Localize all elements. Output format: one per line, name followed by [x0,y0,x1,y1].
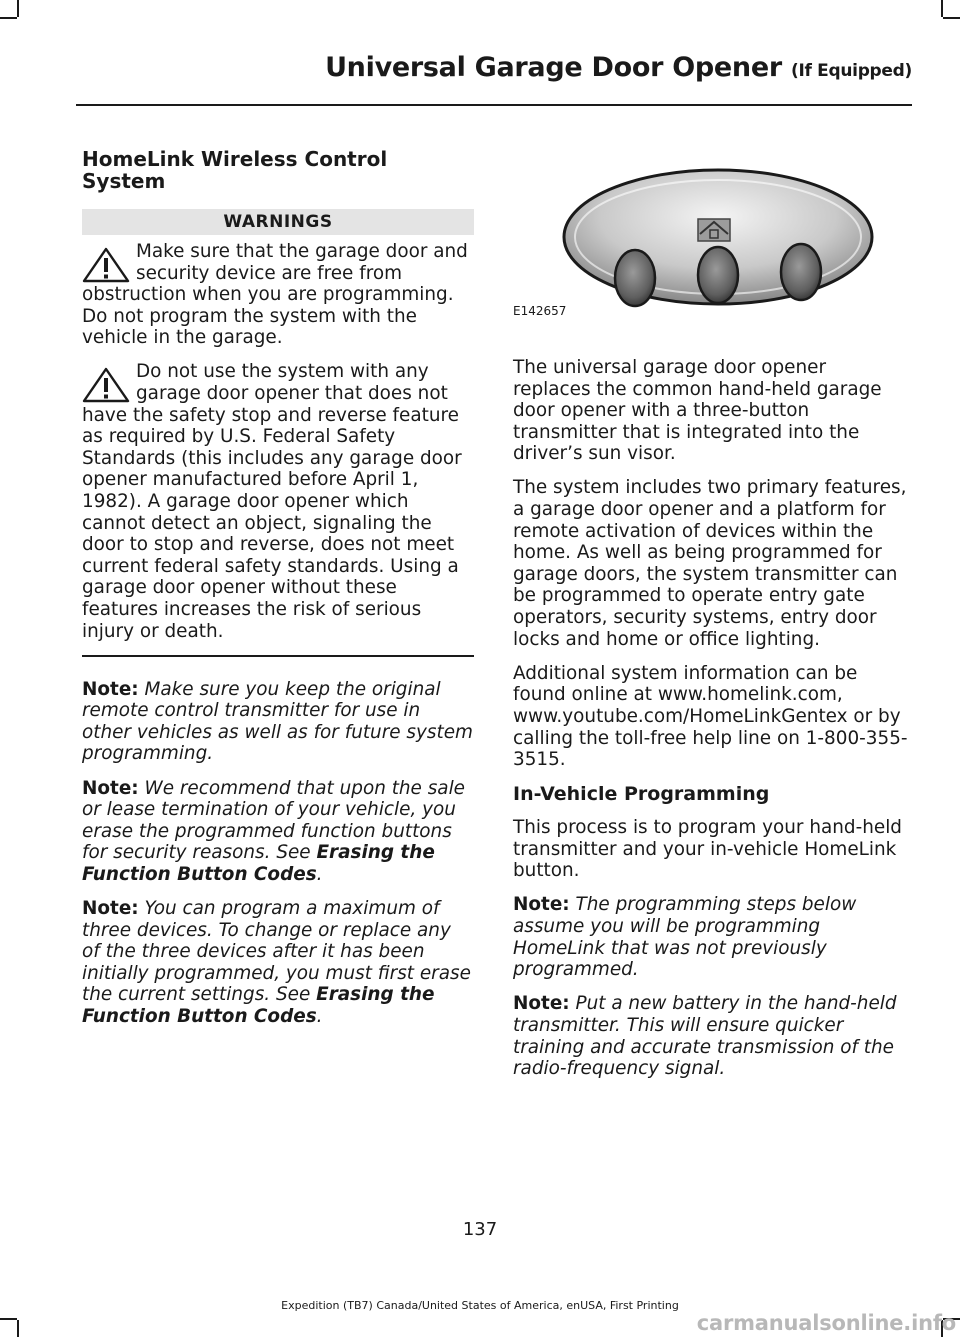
note-text-end: . [316,1006,323,1027]
paragraph: This process is to program your hand-held transmitter and your in-vehicle HomeLink button. [513,817,902,882]
note-text: The programming steps below assume you will be programming HomeLink that was not previously programmed. [513,894,857,981]
note-text: You can program a maximum of three devices. To change or replace any of the three devices after it has been initially programmed, you must first erase the current settings. See [82,898,471,1006]
header-title-main: Universal Garage Door Opener [325,52,782,83]
warning-triangle-icon [82,247,130,283]
crop-mark [0,1318,17,1320]
header-title-suffix: (If Equipped) [790,61,912,81]
figure-id: E142657 [513,304,567,318]
note-label: Note: [82,898,139,920]
homelink-figure [513,166,908,316]
left-column [82,146,474,1040]
note [513,894,908,980]
subheading: In-Vehicle Programming [513,783,770,806]
note-text-end: . [316,863,323,885]
right-column [513,357,908,1092]
cross-reference-link[interactable]: Erasing the Function Button Codes [82,842,435,885]
note [513,993,908,1079]
crop-mark [17,0,19,17]
home-icon [698,219,730,241]
page-number: 137 [462,1219,498,1240]
edition-footer: Expedition (TB7) Canada/United States of America, enUSA, First Printing [281,1299,679,1312]
warning-triangle-icon [82,367,130,403]
header-rule [76,104,912,106]
homelink-transmitter-illustration [513,166,908,316]
warnings-label: WARNINGS [82,209,474,235]
note-text: We recommend that upon the sale or lease termination of your vehicle, you erase the programmed function buttons for security reasons. See [82,777,465,864]
warning-text: Make sure that the garage door and security device are free from obstruction when you are programming. Do not program the system with the vehicle in the garage. [82,241,468,349]
note [82,778,474,886]
section-title: HomeLink Wireless Control System [82,147,388,193]
note-label: Note: [513,993,570,1015]
note-text: Make sure you keep the original remote control transmitter for use in other vehicles as well as for future system programming. [82,678,473,765]
crop-mark [0,17,17,19]
note [82,679,474,765]
note [82,898,474,1028]
note-label: Note: [513,894,570,916]
warning-item [82,241,474,349]
paragraph: The system includes two primary features, a garage door opener and a platform for remote activation of devices within the home. As well as being programmed for garage doors, the system transmitter can be programmed to operate entry gate operators, security systems, entry door locks and home or office lighting. [513,477,907,650]
note-label: Note: [82,678,139,700]
paragraph: Additional system information can be found online at www.homelink.com, www.youtube.com/HomeLinkGentex or by calling the toll-free help line on 1-800-355-3515. [513,662,908,771]
note-label: Note: [82,777,139,799]
crop-mark [17,1320,19,1337]
paragraph: The universal garage door opener replaces the common hand-held garage door opener with a three-button transmitter that is integrated into the driver’s sun visor. [513,357,882,465]
note-text: Put a new battery in the hand-held transmitter. This will ensure quicker training and accurate transmission of the radio-frequency signal. [513,993,897,1080]
page-header-title [325,52,912,83]
watermark: carmanualsonline.info [696,1311,956,1335]
warning-text: Do not use the system with any garage door opener that does not have the safety stop and reverse feature as required by U.S. Federal Safety Standards (this includes any garage door opener manufactured before April 1, 1982). A garage door opener which cannot detect an object, signaling the door to stop and reverse, does not meet current federal safety standards. Using a garage door opener without these features increases the risk of serious injury or death. [82,361,462,642]
crop-mark [941,0,943,17]
warning-item [82,361,474,642]
warnings-end-rule [82,655,474,657]
cross-reference-link[interactable]: Erasing the Function Button Codes [82,984,435,1027]
crop-mark [943,17,960,19]
